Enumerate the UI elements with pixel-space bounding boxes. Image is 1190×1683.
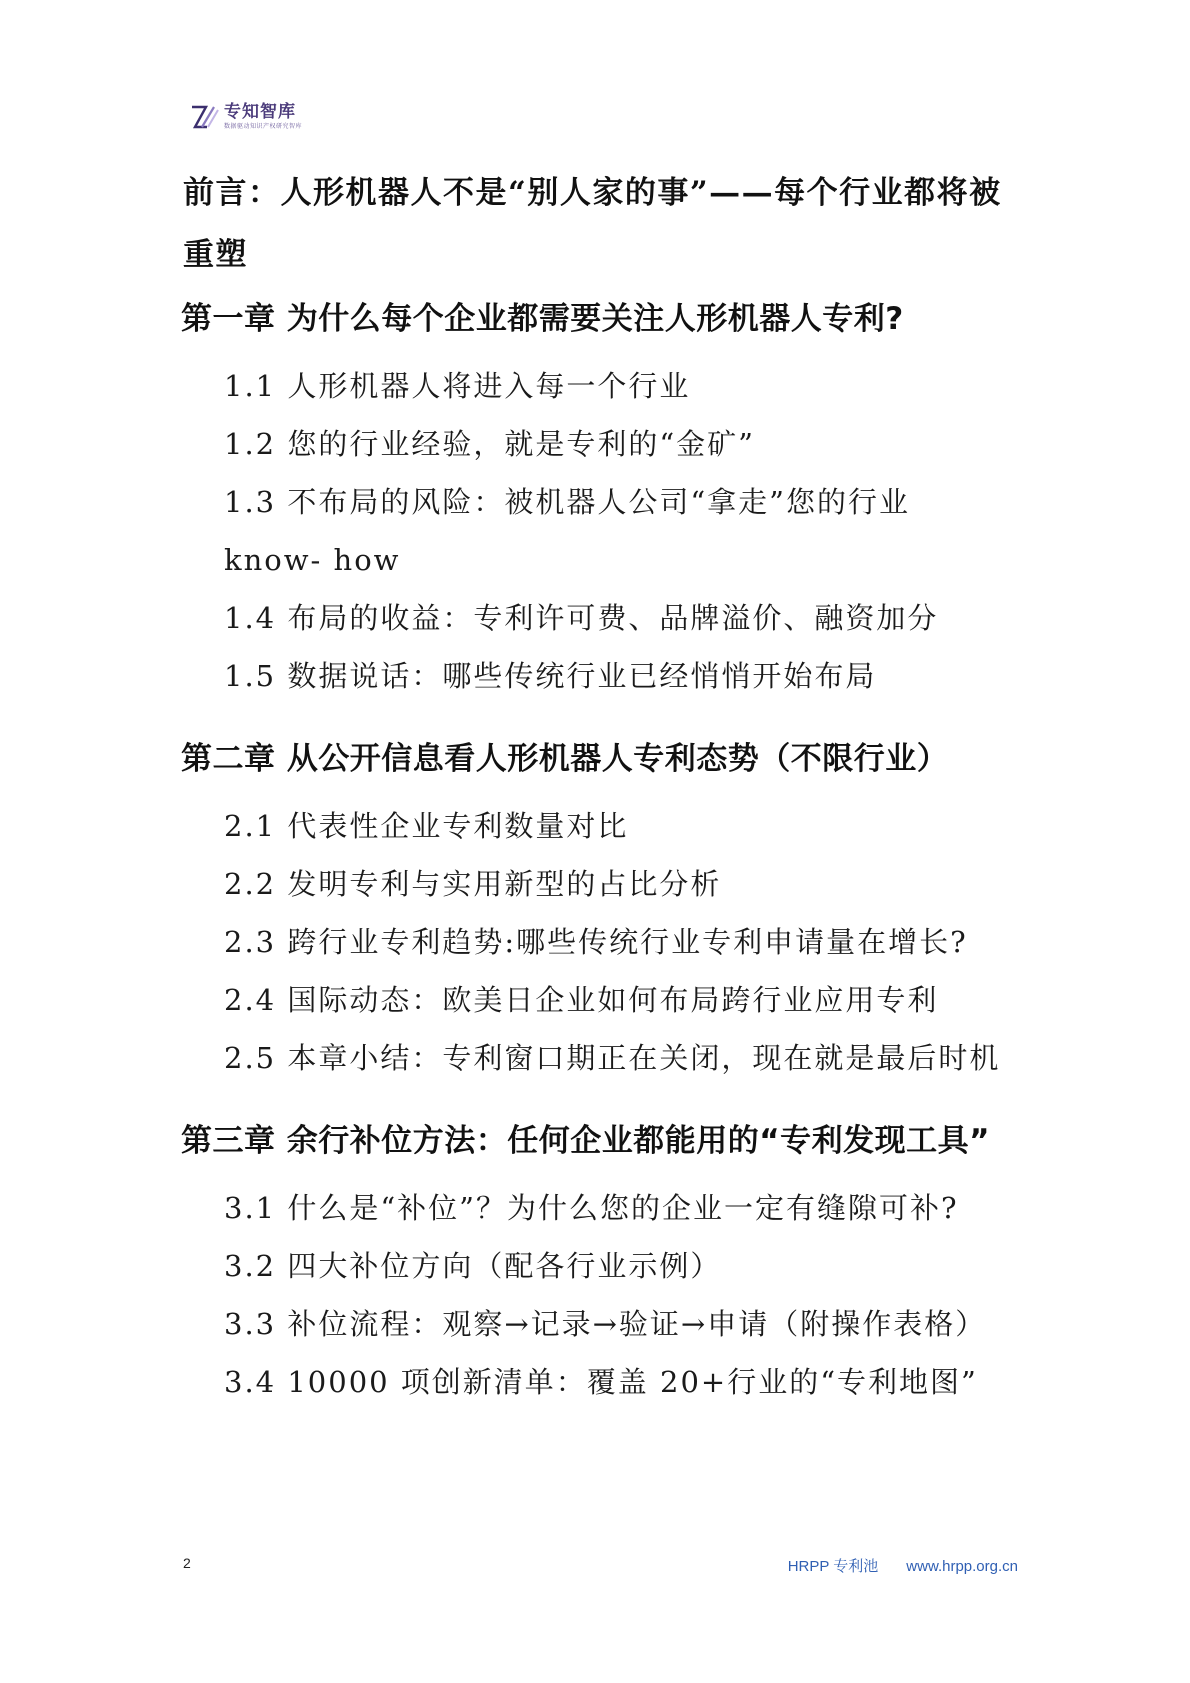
logo-name: 专知智库	[224, 102, 296, 122]
toc-item-1-1: 1.1 人形机器人将进入每一个行业	[224, 369, 691, 403]
footer-brand-block	[788, 1555, 1018, 1576]
toc-item-2-2: 2.2 发明专利与实用新型的占比分析	[224, 867, 722, 901]
toc-item-1-4: 1.4 布局的收益：专利许可费、品牌溢价、融资加分	[224, 601, 939, 635]
footer-url[interactable]: www.hrpp.org.cn	[906, 1558, 1018, 1575]
toc-item-2-1: 2.1 代表性企业专利数量对比	[224, 809, 629, 843]
footer-brand: HRPP 专利池	[787, 1558, 879, 1575]
toc-item-1-3: 1.3 不布局的风险：被机器人公司“拿走”您的行业	[224, 485, 910, 519]
logo	[190, 100, 302, 134]
toc-item-2-3: 2.3 跨行业专利趋势:哪些传统行业专利申请量在增长?	[224, 925, 968, 959]
toc-item-3-2: 3.2 四大补位方向（配各行业示例）	[224, 1249, 722, 1283]
toc-item-3-4: 3.4 10000 项创新清单：覆盖 20+行业的“专利地图”	[224, 1365, 978, 1399]
chapter-1-title: 第一章 为什么每个企业都需要关注人形机器人专利?	[181, 301, 904, 337]
preface-title: 前言：人形机器人不是“别人家的事”——每个行业都将被重塑	[183, 175, 1002, 273]
logo-subtitle: 数据驱动知识产权研究智库	[224, 123, 303, 130]
chapter-2-title: 第二章 从公开信息看人形机器人专利态势（不限行业）	[181, 741, 949, 777]
toc-item-2-4: 2.4 国际动态：欧美日企业如何布局跨行业应用专利	[224, 983, 939, 1017]
chapter-3-title: 第三章 余行补位方法：任何企业都能用的“专利发现工具”	[181, 1123, 991, 1159]
page-number: 2	[183, 1555, 191, 1571]
toc-item-2-5: 2.5 本章小结：专利窗口期正在关闭，现在就是最后时机	[224, 1041, 1001, 1075]
toc-item-3-3: 3.3 补位流程：观察→记录→验证→申请（附操作表格）	[224, 1307, 987, 1341]
toc-item-1-3-continued: know- how	[224, 543, 401, 577]
zl-logo-icon	[190, 104, 220, 130]
toc-item-3-1: 3.1 什么是“补位”？为什么您的企业一定有缝隙可补?	[224, 1191, 959, 1225]
toc-item-1-2: 1.2 您的行业经验，就是专利的“金矿”	[224, 427, 755, 461]
toc-item-1-5: 1.5 数据说话：哪些传统行业已经悄悄开始布局	[224, 659, 877, 693]
